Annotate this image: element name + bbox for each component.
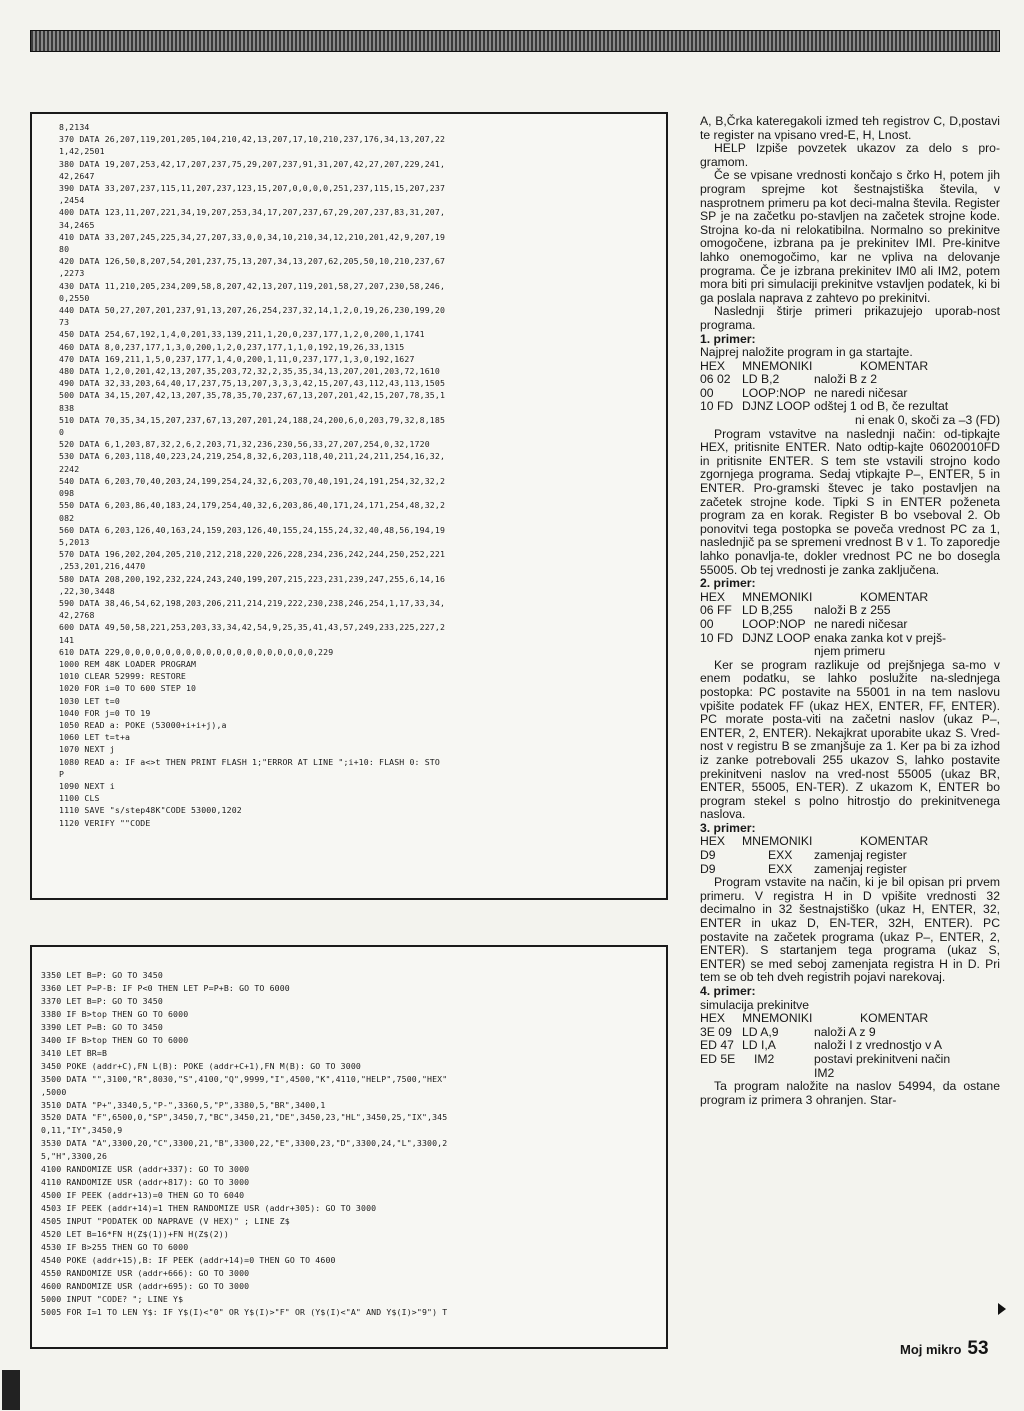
code-line: 580 DATA 208,200,192,232,224,243,240,199,207,215,223,231,239,247,255,6,14,16 (59, 573, 446, 584)
hex-cell: ED 5E (700, 1051, 736, 1066)
example-heading: 2. primer: (700, 576, 756, 591)
code-line: 5005 FOR I=1 TO LEN Y$: IF Y$(I)<"0" OR Y$(I)>"F" OR (Y$(I)<"A" AND Y$(I)>"9") T (41, 1306, 448, 1317)
code-line: 480 DATA 1,2,0,201,42,13,207,35,203,72,32,2,35,35,34,13,207,201,203,72,1610 (59, 366, 440, 377)
hex-cell: D9 (700, 848, 716, 863)
code-line: 470 DATA 169,211,1,5,0,237,177,1,4,0,200,1,11,0,237,177,1,3,0,192,1627 (59, 353, 415, 364)
code-table-2 (700, 591, 1000, 645)
comment-cell: postavi prekinitveni način (814, 1051, 951, 1066)
paragraph: Program vstavitve na naslednji način: od-tipkajte HEX, pritisnite ENTER. Nato odtip-kajte 06020010FD in pritisnite ENTER. S tem ste vstavili strojno kodo zgornjega programa. Sedaj vtipkajte P–, ENTER, 5 in ENTER. Pro-gramski števec je tako postavljen na začetek strojne kode. Tipki S in ENTER poženeta program za en korak. Register B bo vseboval 2. Ob ponovitvi tega postopka se poveča vrednost PC za 1, naslednjič pa se spremeni vrednost B v 1. To zaporedje lahko ponavlja-te, dokler vrednost PC ne bo dosegla 55005. Ob tej vrednosti je zanka zaključena. (700, 426, 1000, 577)
listing-box-1 (30, 112, 668, 900)
code-line: 600 DATA 49,50,58,221,253,203,33,34,42,54,9,25,35,41,43,57,249,233,225,227,2 (59, 622, 446, 633)
col-header: HEX (700, 1011, 726, 1026)
code-line: 510 DATA 70,35,34,15,207,237,67,13,207,201,24,188,24,200,6,0,203,79,32,8,185 (59, 414, 446, 425)
code-line: 550 DATA 6,203,86,40,183,24,179,254,40,32,6,203,86,40,171,24,171,254,48,32,2 (59, 500, 446, 511)
code-line: 520 DATA 6,1,203,87,32,2,6,2,203,71,32,236,230,56,33,27,207,254,0,32,1720 (59, 439, 430, 450)
magazine-name: Moj mikro (900, 1342, 962, 1357)
code-line: 0,11,"IY",3450,9 (41, 1125, 123, 1136)
code-line: 560 DATA 6,203,126,40,163,24,159,203,126,40,155,24,155,24,32,40,48,56,194,19 (59, 524, 446, 535)
mnemonic-cell: IM2 (754, 1051, 775, 1066)
code-line: 380 DATA 19,207,253,42,17,207,237,75,29,207,237,91,31,207,42,27,207,229,241, (59, 158, 446, 169)
hex-cell: 00 (700, 385, 714, 400)
paragraph: HELP Izpiše povzetek ukazov za delo s pro-gramom. (700, 141, 1000, 169)
basic-listing-1 (59, 121, 445, 829)
comment-cell: odštej 1 od B, če rezultat (814, 399, 949, 414)
code-line: 4520 LET B=16*FN H(Z$(1))+FN H(Z$(2)) (41, 1229, 229, 1240)
code-line: 73 (59, 317, 70, 328)
code-line: 5,"H",3300,26 (41, 1151, 108, 1162)
hex-cell: 10 FD (700, 399, 734, 414)
code-line: 3350 LET B=P: GO TO 3450 (41, 970, 163, 980)
mnemonic-cell: LD B,2 (742, 372, 780, 387)
code-line: 4530 IF B>255 THEN GO TO 6000 (41, 1242, 189, 1253)
code-line: 3390 LET P=B: GO TO 3450 (41, 1021, 163, 1032)
code-line: 4110 RANDOMIZE USR (addr+817): GO TO 3000 (41, 1177, 250, 1188)
mnemonic-cell: LD I,A (742, 1038, 776, 1053)
corner-mark (2, 1370, 20, 1410)
col-header: HEX (700, 589, 726, 604)
code-line: 838 (59, 402, 75, 413)
code-line: 410 DATA 33,207,245,225,34,27,207,33,0,0,34,10,210,34,12,210,201,42,9,207,19 (59, 231, 446, 242)
mnemonic-cell: EXX (768, 848, 793, 863)
col-header: MNEMONIKI (742, 1011, 813, 1026)
col-header: KOMENTAR (860, 358, 929, 373)
code-line: 082 (59, 512, 75, 523)
code-line: 430 DATA 11,210,205,234,209,58,8,207,42,13,207,119,201,58,27,207,230,58,246, (59, 280, 446, 291)
page-number: 53 (967, 1338, 989, 1359)
code-line: ,22,30,3448 (59, 585, 115, 596)
code-line: 3400 IF B>top THEN GO TO 6000 (41, 1034, 189, 1045)
comment-cell: zamenjaj register (814, 848, 907, 863)
code-line: P (59, 768, 65, 779)
code-line: 4540 POKE (addr+15),B: IF PEEK (addr+14)=0 THEN GO TO 4600 (41, 1254, 336, 1265)
paragraph: Najprej naložite program in ga startajte. (700, 345, 913, 360)
mnemonic-cell: LOOP:NOP (742, 385, 806, 400)
basic-listing-2 (41, 969, 447, 1319)
comment-continued: njem primeru (814, 644, 886, 659)
example-heading: 1. primer: (700, 331, 756, 346)
mnemonic-cell: DJNZ LOOP (742, 630, 811, 645)
col-header: HEX (700, 358, 726, 373)
paragraph: simulacija prekinitve (700, 997, 810, 1012)
code-line: 2242 (59, 463, 80, 474)
code-line: 530 DATA 6,203,118,40,223,24,219,254,8,32,6,203,118,40,211,24,211,254,16,32, (59, 451, 446, 462)
code-line: 3370 LET B=P: GO TO 3450 (41, 995, 163, 1006)
example-heading: 3. primer: (700, 820, 756, 835)
paragraph: Ta program naložite na naslov 54994, da ostane program iz primera 3 ohranjen. Star- (700, 1079, 1000, 1107)
col-header: MNEMONIKI (742, 834, 813, 849)
code-line: 42,2647 (59, 170, 95, 181)
code-line: 1000 REM 48K LOADER PROGRAM (59, 658, 197, 669)
code-line: 5,2013 (59, 536, 90, 547)
code-line: 370 DATA 26,207,119,201,205,104,210,42,13,207,17,10,210,237,176,34,13,207,22 (59, 134, 446, 145)
top-decorative-band (30, 30, 1000, 52)
code-table-4 (700, 1012, 1000, 1066)
code-line: 4503 IF PEEK (addr+14)=1 THEN RANDOMIZE USR (addr+305): GO TO 3000 (41, 1203, 377, 1214)
col-header: MNEMONIKI (742, 589, 813, 604)
code-line: 3380 IF B>top THEN GO TO 6000 (41, 1008, 189, 1019)
listing-box-2 (30, 945, 668, 1349)
code-line: 4100 RANDOMIZE USR (addr+337): GO TO 3000 (41, 1164, 250, 1175)
code-line: 420 DATA 126,50,8,207,54,201,237,75,13,207,34,13,207,62,205,50,10,210,237,67 (59, 256, 446, 267)
mnemonic-cell: LD A,9 (742, 1024, 779, 1039)
code-line: 1,42,2501 (59, 146, 105, 157)
comment-cell: ne naredi ničesar (814, 616, 908, 631)
code-line: 34,2465 (59, 219, 95, 230)
code-line: 460 DATA 8,0,237,177,1,3,0,200,1,2,0,237,177,1,1,0,192,19,26,33,1315 (59, 341, 405, 352)
comment-cell: naloži A z 9 (814, 1024, 876, 1039)
code-line: 1080 READ a: IF a<>t THEN PRINT FLASH 1;"ERROR AT LINE ";i+10: FLASH 0: STO (59, 756, 440, 767)
code-line: ,253,201,216,4470 (59, 561, 146, 572)
hex-cell: ED 47 (700, 1038, 734, 1053)
paragraph: Ker se program razlikuje od prejšnjega sa-mo v enem podatku, se lahko poslužite na-slednjega postopka: PC postavite na 55001 in na tem naslovu vpišite podatek FF (ukaz HEX, ENTER, FF, ENTER). PC morate posta-viti na začetni naslov (ukaz P–, ENTER, 2, ENTER). Nekajkrat uporabite ukaz S. Vred-nost v registru B se zmanjšuje za 1. Ker pa bi za izhod iz zanke potrebovali 255 ukazov S, lahko postavite prekinitveni naslov na vred-nost 55005 (ukaz BR, ENTER, 55005, EN-TER). Z ukazom K, ENTER bo program stekel s polno hitrostjo do prekinitvenega naslova. (700, 657, 1000, 822)
code-line: 5000 INPUT "CODE? "; LINE Y$ (41, 1293, 184, 1304)
code-line: ,2454 (59, 195, 85, 206)
comment-continued: IM2 (814, 1065, 835, 1080)
hex-cell: 00 (700, 616, 714, 631)
code-line: 400 DATA 123,11,207,221,34,19,207,253,34,17,207,237,67,29,207,237,83,31,207, (59, 207, 446, 218)
mnemonic-cell: EXX (768, 861, 793, 876)
code-line: 1110 SAVE "s/step48K"CODE 53000,1202 (59, 805, 242, 816)
code-line: 42,2768 (59, 610, 95, 621)
code-line: 4505 INPUT "PODATEK OD NAPRAVE (V HEX)" ; LINE Z$ (41, 1216, 290, 1227)
code-line: 3360 LET P=P-B: IF P<0 THEN LET P=P+B: GO TO 6000 (41, 982, 290, 993)
code-line: 4500 IF PEEK (addr+13)=0 THEN GO TO 6040 (41, 1190, 245, 1201)
hex-cell: D9 (700, 861, 716, 876)
article-column (700, 115, 1000, 1107)
code-line: 0,2550 (59, 292, 90, 303)
col-header: KOMENTAR (860, 834, 929, 849)
code-table-3 (700, 835, 1000, 876)
code-line: 141 (59, 634, 75, 645)
paragraph: Program vstavite na način, ki je bil opisan pri prvem primeru. V registra H in D vpišite vrednosti 32 decimalno in 32 šestnajstiško (ukaz H, ENTER, 32, ENTER in ukaz D, EN-TER, 32H, ENTER). PC postavite na začetek programa (ukaz P–, ENTER, 2, ENTER). S startanjem tega programa (ukaz S, ENTER) se med seboj zamenjata registra H in D. Pri tem se ob teh dveh registrih pojavi narekovaj. (700, 875, 1000, 985)
hex-cell: 10 FD (700, 630, 734, 645)
code-line: 570 DATA 196,202,204,205,210,212,218,220,226,228,234,236,242,244,250,252,221 (59, 549, 446, 560)
code-line: 440 DATA 50,27,207,201,237,91,13,207,26,254,237,32,14,1,2,0,19,26,230,199,20 (59, 305, 446, 316)
code-line: 390 DATA 33,207,237,115,11,207,237,123,15,207,0,0,0,0,251,237,115,15,207,237 (59, 183, 446, 194)
code-line: 3410 LET BR=B (41, 1047, 108, 1058)
code-line: 490 DATA 32,33,203,64,40,17,237,75,13,207,3,3,3,42,15,207,43,112,43,113,1505 (59, 378, 446, 389)
code-line: 1040 FOR j=0 TO 19 (59, 707, 151, 718)
comment-cell: naloži B z 2 (814, 372, 878, 387)
code-line: 0 (59, 427, 65, 438)
code-line: 4600 RANDOMIZE USR (addr+695): GO TO 3000 (41, 1280, 250, 1291)
mnemonic-cell: LD B,255 (742, 603, 793, 618)
code-line: 1010 CLEAR 52999: RESTORE (59, 671, 186, 682)
hex-cell: 06 02 (700, 372, 731, 387)
code-table-1 (700, 360, 1000, 414)
code-line: 1030 LET t=0 (59, 695, 120, 706)
col-header: KOMENTAR (860, 589, 929, 604)
comment-continued: ni enak 0, skoči za –3 (FD) (855, 413, 1000, 428)
continue-arrow-icon (998, 1303, 1006, 1315)
col-header: MNEMONIKI (742, 358, 813, 373)
page-footer (900, 1338, 989, 1360)
code-line: ,2273 (59, 268, 85, 279)
code-line: 1070 NEXT j (59, 744, 115, 755)
code-line: 3500 DATA "",3100,"R",8030,"S",4100,"Q",9999,"I",4500,"K",4110,"HELP",7500,"HEX" (41, 1073, 448, 1084)
col-header: KOMENTAR (860, 1011, 929, 1026)
code-line: 540 DATA 6,203,70,40,203,24,199,254,24,32,6,203,70,40,191,24,191,254,32,32,2 (59, 475, 446, 486)
code-line: 80 (59, 244, 70, 255)
code-line: 1060 LET t=t+a (59, 732, 131, 743)
code-line: 4550 RANDOMIZE USR (addr+666): GO TO 3000 (41, 1267, 250, 1278)
code-line: 1090 NEXT i (59, 780, 115, 791)
hex-cell: 06 FF (700, 603, 732, 618)
code-line: 098 (59, 488, 75, 499)
mnemonic-cell: DJNZ LOOP (742, 399, 811, 414)
code-line: 1100 CLS (59, 793, 100, 804)
comment-cell: ne naredi ničesar (814, 385, 908, 400)
code-line: 500 DATA 34,15,207,42,13,207,35,78,35,70,237,67,13,207,201,42,15,207,78,35,1 (59, 390, 446, 401)
code-line: 590 DATA 38,46,54,62,198,203,206,211,214,219,222,230,238,246,254,1,17,33,34, (59, 597, 446, 608)
paragraph: Če se vpisane vrednosti končajo s črko H, potem jih program sprejme kot šestnajstiška števila, v nasprotnem primeru pa kot deci-malna števila. Register SP je na začetku po-stavljen na začetek strojne kode. Strojna ko-da ni relokatibilna. Normalno so prekinitve omogočene, izbrana pa je prekinitev IMI. Pre-kinitve lahko onemogočimo, kar ne vpliva na delovanje programa. Če je izbrana prekinitev IM0 ali IM2, potem mora biti pri simulaciji prekinitve vstavljen podatek, ki bi ga poslala naprava z zahtevo po prekinitvi. (700, 168, 1000, 305)
code-line: 1020 FOR i=0 TO 600 STEP 10 (59, 683, 197, 694)
example-heading: 4. primer: (700, 984, 756, 998)
code-line: 3450 POKE (addr+C),FN L(B): POKE (addr+C+1),FN M(B): GO TO 3000 (41, 1060, 361, 1071)
code-line: 1050 READ a: POKE (53000+i+i+j),a (59, 719, 227, 730)
hex-cell: 3E 09 (700, 1024, 732, 1039)
comment-cell: naloži B z 255 (814, 603, 891, 618)
code-line: 3520 DATA "F",6500,0,"SP",3450,7,"BC",3450,21,"DE",3450,23,"HL",3450,25,"IX",345 (41, 1112, 448, 1123)
comment-cell: enaka zanka kot v prejš- (814, 630, 947, 645)
mnemonic-cell: LOOP:NOP (742, 616, 806, 631)
paragraph: A, B,Črka kateregakoli izmed teh registrov C, D,postavi te register na vpisano vred-E, H, Lnost. (700, 114, 1000, 142)
code-line: 8,2134 (59, 122, 90, 132)
code-line: 450 DATA 254,67,192,1,4,0,201,33,139,211,1,20,0,237,177,1,2,0,200,1,1741 (59, 329, 425, 340)
code-line: 1120 VERIFY ""CODE (59, 817, 151, 828)
code-line: 610 DATA 229,0,0,0,0,0,0,0,0,0,0,0,0,0,0,0,0,0,0,0,229 (59, 646, 334, 657)
comment-cell: zamenjaj register (814, 861, 907, 876)
paragraph: Naslednji štirje primeri prikazujejo uporab-nost programa. (700, 304, 1000, 332)
comment-cell: naloži I z vrednostjo v A (814, 1038, 943, 1053)
code-line: 3510 DATA "P+",3340,5,"P-",3360,5,"P",3380,5,"BR",3400,1 (41, 1099, 326, 1110)
code-line: 3530 DATA "A",3300,20,"C",3300,21,"B",3300,22,"E",3300,23,"D",3300,24,"L",3300,2 (41, 1138, 448, 1149)
col-header: HEX (700, 834, 726, 849)
code-line: ,5000 (41, 1086, 67, 1097)
